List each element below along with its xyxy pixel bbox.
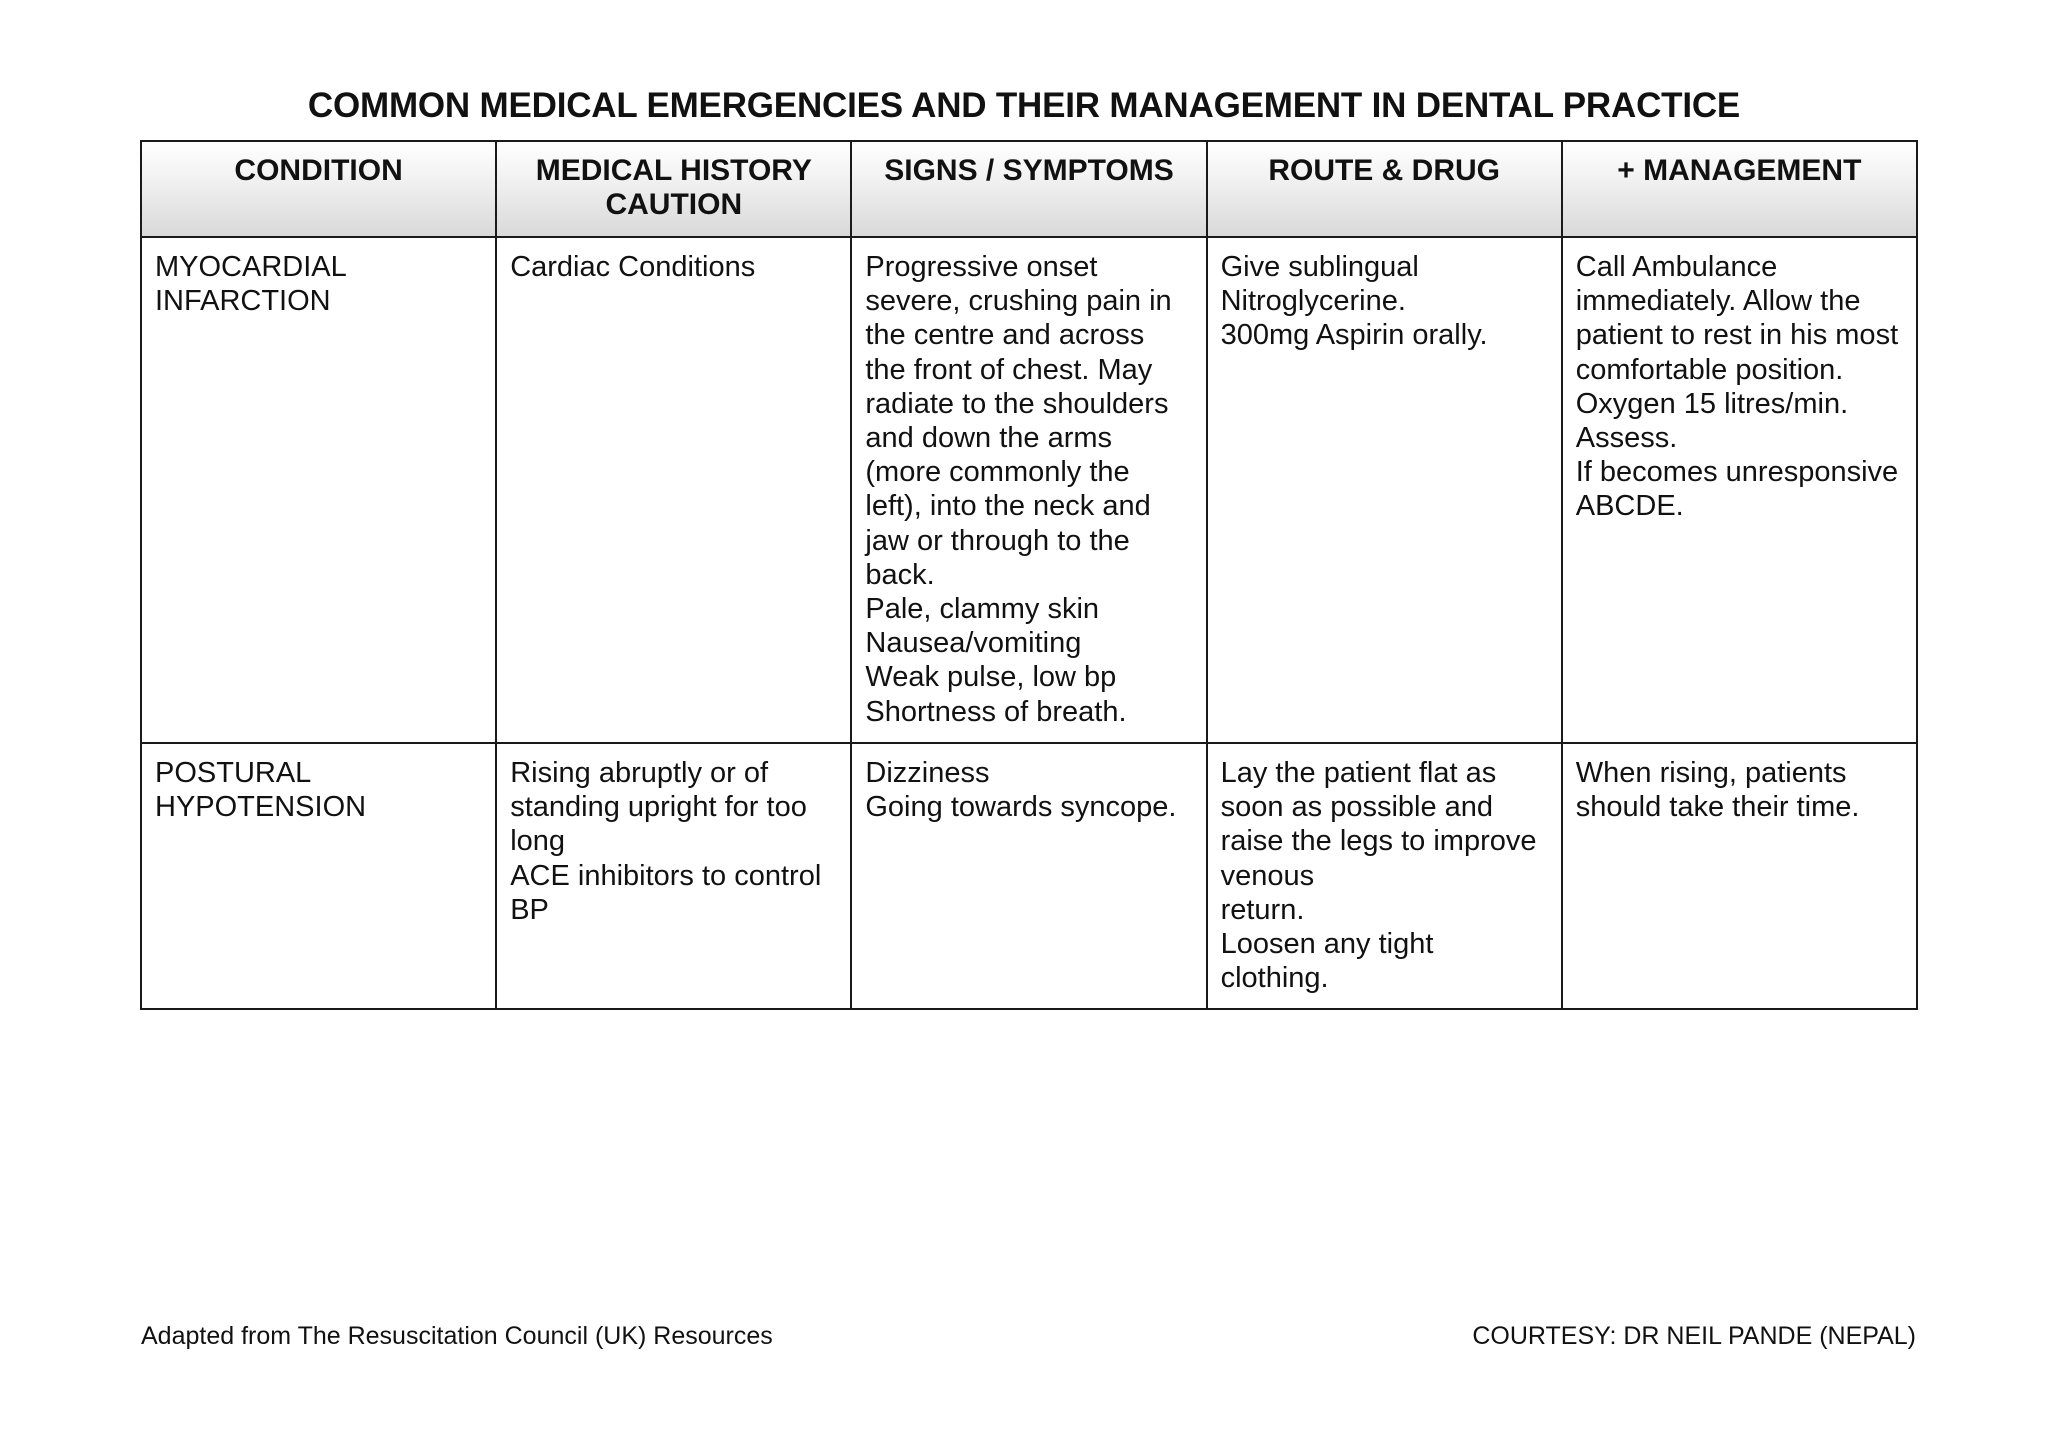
footer-courtesy: COURTESY: DR NEIL PANDE (NEPAL) <box>1472 1322 1916 1350</box>
cell-route-drug: Give sublingual Nitroglycerine. 300mg Aspirin orally. <box>1207 237 1562 743</box>
column-header-medical-history: MEDICAL HISTORY CAUTION <box>496 141 851 237</box>
emergencies-table <box>140 140 1918 1010</box>
table-row <box>141 237 1917 743</box>
table-header-row <box>141 141 1917 237</box>
column-header-route-drug: ROUTE & DRUG <box>1207 141 1562 237</box>
column-header-signs-symptoms: SIGNS / SYMPTOMS <box>851 141 1206 237</box>
footer-source-credit: Adapted from The Resuscitation Council (UK) Resources <box>141 1322 773 1350</box>
cell-signs-symptoms: Progressive onset severe, crushing pain in the centre and across the front of chest. May radiate to the shoulders and down the arms (more commonly the left), into the neck and jaw or through to the back. Pale, clammy skin Nausea/vomiting Weak pulse, low bp Shortness of breath. <box>851 237 1206 743</box>
cell-medical-history: Rising abruptly or of standing upright for too long ACE inhibitors to control BP <box>496 743 851 1009</box>
cell-management: Call Ambulance immediately. Allow the patient to rest in his most comfortable position. Oxygen 15 litres/min. Assess. If becomes unresponsive ABCDE. <box>1562 237 1917 743</box>
column-header-management: + MANAGEMENT <box>1562 141 1917 237</box>
cell-condition: MYOCARDIAL INFARCTION <box>141 237 496 743</box>
cell-condition: POSTURAL HYPOTENSION <box>141 743 496 1009</box>
cell-management: When rising, patients should take their time. <box>1562 743 1917 1009</box>
cell-route-drug: Lay the patient flat as soon as possible and raise the legs to improve venous return. Loosen any tight clothing. <box>1207 743 1562 1009</box>
page-title: COMMON MEDICAL EMERGENCIES AND THEIR MANAGEMENT IN DENTAL PRACTICE <box>307 86 1741 125</box>
cell-medical-history: Cardiac Conditions <box>496 237 851 743</box>
cell-signs-symptoms: Dizziness Going towards syncope. <box>851 743 1206 1009</box>
table-row <box>141 743 1917 1009</box>
column-header-condition: CONDITION <box>141 141 496 237</box>
